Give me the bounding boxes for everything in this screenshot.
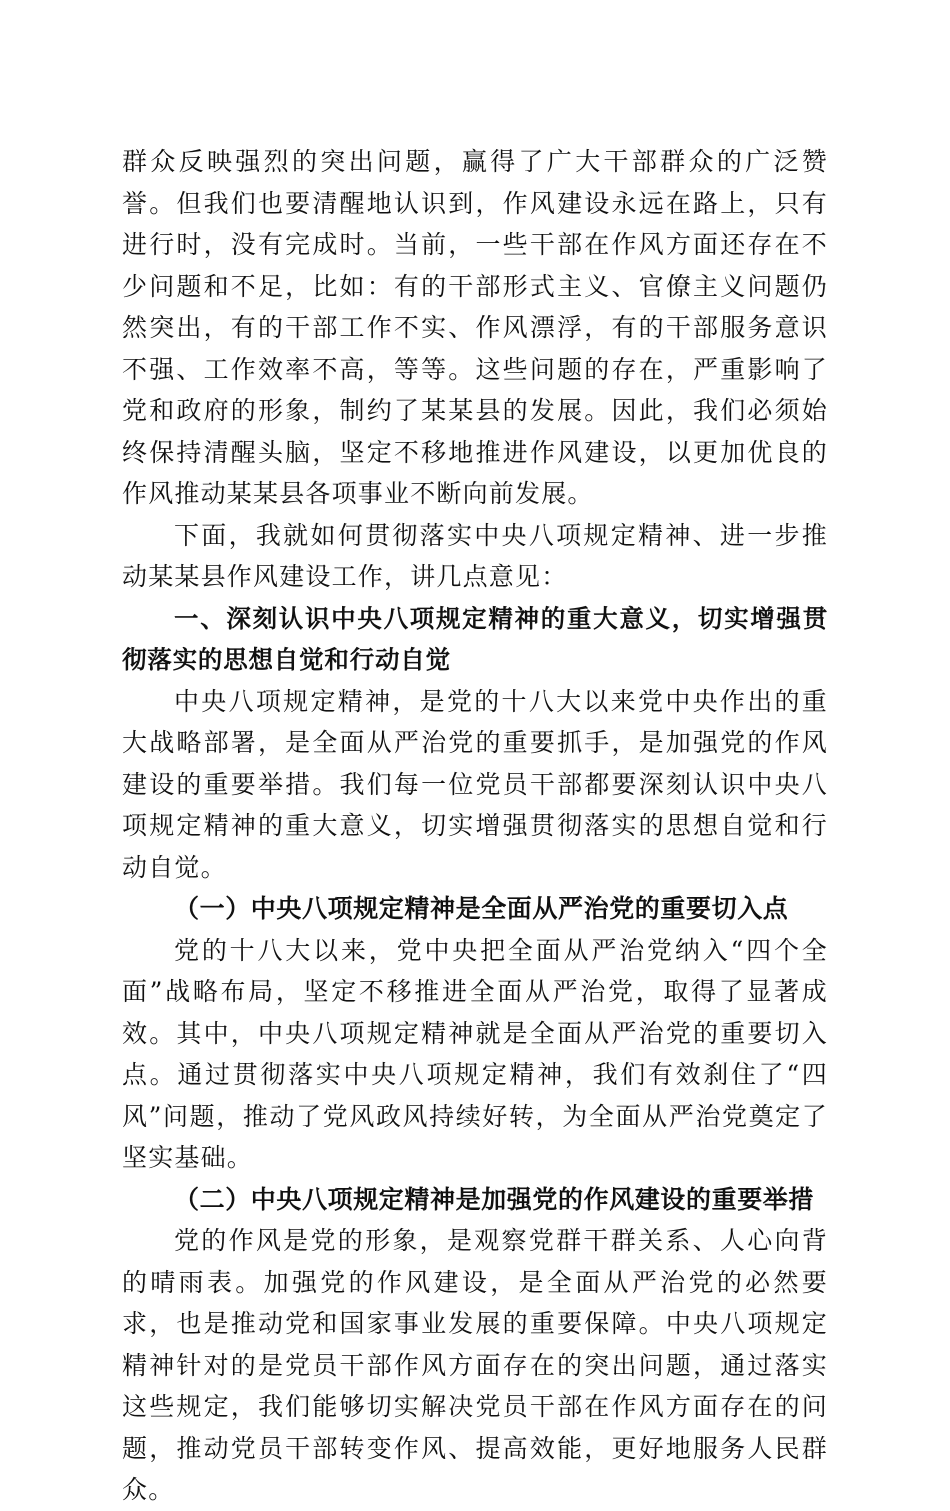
document-body — [122, 141, 828, 1511]
body-paragraph: 群众反映强烈的突出问题，赢得了广大干部群众的广泛赞誉。但我们也要清醒地认识到，作风建设永远在路上，只有进行时，没有完成时。当前，一些干部在作风方面还存在不少问题和不足，比如：有的干部形式主义、官僚主义问题仍然突出，有的干部工作不实、作风漂浮，有的干部服务意识不强、工作效率不高，等等。这些问题的存在，严重影响了党和政府的形象，制约了某某县的发展。因此，我们必须始终保持清醒头脑，坚定不移地推进作风建设，以更加优良的作风推动某某县各项事业不断向前发展。 — [122, 147, 828, 508]
body-paragraph: 中央八项规定精神，是党的十八大以来党中央作出的重大战略部署，是全面从严治党的重要抓手，是加强党的作风建设的重要举措。我们每一位党员干部都要深刻认识中央八项规定精神的重大意义，切实增强贯彻落实的思想自觉和行动自觉。 — [122, 686, 828, 882]
section-heading: 一、深刻认识中央八项规定精神的重大意义，切实增强贯彻落实的思想自觉和行动自觉 — [122, 603, 828, 674]
subsection-heading: （一）中央八项规定精神是全面从严治党的重要切入点 — [174, 894, 789, 923]
subsection-heading: （二）中央八项规定精神是加强党的作风建设的重要举措 — [174, 1184, 815, 1214]
body-paragraph: 党的作风是党的形象，是观察党群干群关系、人心向背的晴雨表。加强党的作风建设，是全面从严治党的必然要求，也是推动党和国家事业发展的重要保障。中央八项规定精神针对的是党员干部作风方面存在的突出问题，通过落实这些规定，我们能够切实解决党员干部在作风方面存在的问题，推动党员干部转变作风、提高效能，更好地服务人民群众。 — [122, 1226, 828, 1504]
body-paragraph: 党的十八大以来，党中央把全面从严治党纳入“四个全面”战略布局，坚定不移推进全面从严治党，取得了显著成效。其中，中央八项规定精神就是全面从严治党的重要切入点。通过贯彻落实中央八项规定精神，我们有效刹住了“四风”问题，推动了党风政风持续好转，为全面从严治党奠定了坚实基础。 — [122, 935, 828, 1172]
body-paragraph: 下面，我就如何贯彻落实中央八项规定精神、进一步推动某某县作风建设工作，讲几点意见： — [122, 520, 828, 591]
